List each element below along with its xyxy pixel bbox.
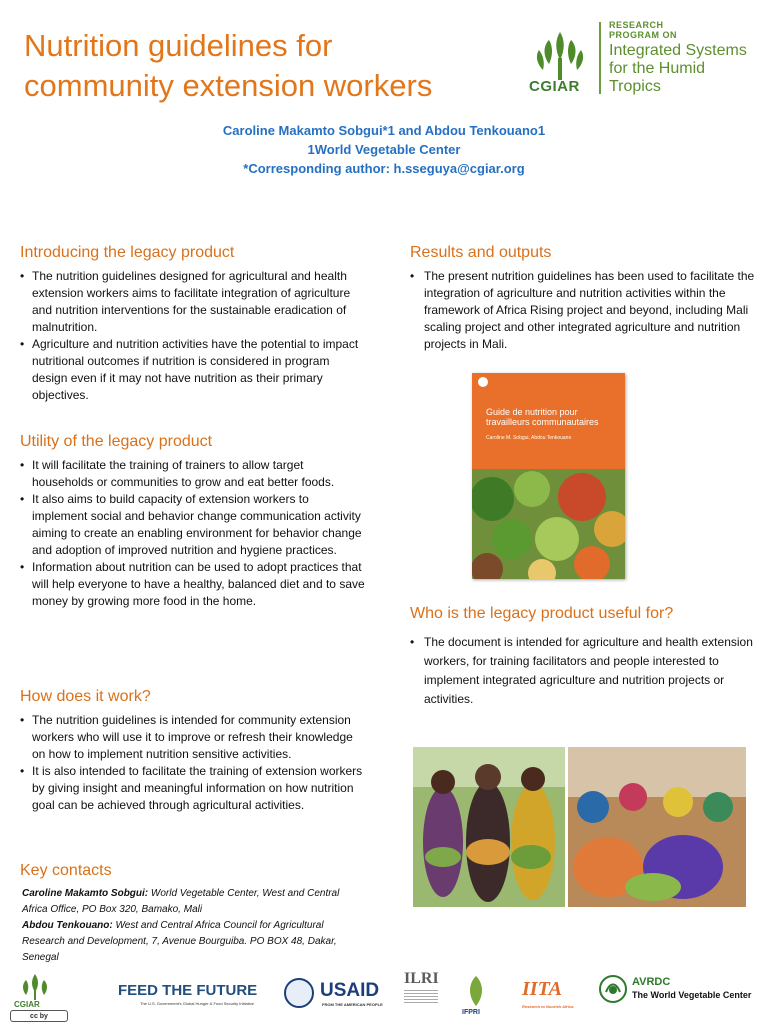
logo-divider [599, 22, 601, 94]
program-label-line: PROGRAM ON [609, 30, 677, 40]
cc-license-icon: cc by [10, 1010, 68, 1022]
bullet-list [410, 268, 755, 353]
field-photos [413, 747, 746, 907]
bullet-item: • The nutrition guidelines is intended for community extension workers who will use it to improve or refresh their knowledge on how to implement nutrition sensitive activities. [20, 712, 365, 763]
authors-block [160, 121, 608, 178]
bullet-item: • The present nutrition guidelines has been used to facilitate the integration of agriculture and nutrition activities within the framework of Africa Rising project and beyond, including Mali scaling project and other integrated agriculture and nutrition projects in Mali. [410, 268, 755, 353]
bullet-item: • It also aims to build capacity of extension workers to implement social and behavior change communication activity aiming to create an enabling environment for behavior change and adoption of improved nutrition and hygiene practices. [20, 491, 365, 559]
corresponding-author: *Corresponding author: h.sseguya@cgiar.org [243, 161, 525, 176]
training-session-photo [568, 747, 746, 907]
ilri-logo: ILRI [404, 970, 439, 987]
usaid-seal-icon [284, 978, 314, 1008]
section-who [410, 605, 755, 709]
book-cover-image [472, 373, 625, 579]
bullet-item: • Agriculture and nutrition activities have the potential to impact nutritional outcomes if nutrition is considered in program design even if it may not have nutrition as their primary objectives. [20, 336, 365, 404]
contact-address: West and Central Africa Council for Agricultural Research and Development, 7, Avenue Bourguiba. PO BOX 48, Dakar, Senegal [22, 920, 337, 963]
avrdc-logo: AVRDC [632, 976, 671, 988]
bullet-item: • The nutrition guidelines designed for agricultural and health extension workers aims to facilitate integration of agriculture and nutrition interventions for the sustainable eradication of malnutrition. [20, 268, 365, 336]
section-results [410, 244, 755, 353]
contact-name: Caroline Makamto Sobgui: [22, 888, 149, 899]
bullet-list [20, 268, 365, 404]
program-name-line: for the Humid [609, 60, 706, 77]
section-heading: Key contacts [20, 862, 112, 879]
cover-authors: Caroline M. Sobgui, Abdou Tenkouano [486, 435, 572, 441]
cover-title: Guide de nutrition pour travailleurs communautaires [486, 407, 599, 427]
ifpri-leaf-icon [466, 976, 486, 1008]
program-label-line: RESEARCH [609, 20, 664, 30]
vegetables-photo [472, 469, 625, 579]
program-name [609, 42, 759, 96]
avrdc-tagline: The World Vegetable Center [632, 990, 752, 1000]
usaid-logo: USAID [320, 980, 380, 1001]
sponsor-logos [0, 968, 768, 1024]
bullet-item: • It is also intended to facilitate the training of extension workers by giving insight and meaningful information on how nutrition goal can be achieved through agricultural activities. [20, 763, 365, 814]
bullet-list [20, 712, 365, 814]
section-heading: Results and outputs [410, 244, 552, 261]
bullet-list [410, 633, 755, 709]
feed-the-future-tagline: The U.S. Government's Global Hunger & Food Security Initiative [140, 1001, 254, 1006]
contact-address: World Vegetable Center, West and Central Africa Office, PO Box 320, Bamako, Mali [22, 888, 340, 915]
section-intro [20, 244, 365, 404]
iita-logo: IITA [522, 978, 563, 1000]
cover-band [472, 373, 625, 469]
cgiar-wordmark: CGIAR [529, 78, 580, 95]
poster-title [24, 26, 504, 106]
bullet-list [20, 457, 365, 610]
women-with-vegetables-photo [413, 747, 565, 907]
section-heading: Introducing the legacy product [20, 244, 235, 261]
title-line-2: community extension workers [24, 68, 433, 103]
section-how [20, 688, 365, 814]
program-name-line: Tropics [609, 78, 661, 95]
cgiar-footer-icon [14, 972, 56, 1002]
section-heading: Who is the legacy product useful for? [410, 605, 674, 622]
ilri-text-lines [404, 990, 438, 1004]
iita-tagline: Research to Nourish Africa [522, 1004, 574, 1009]
ifpri-label: IFPRI [462, 1009, 480, 1016]
cgiar-footer-label: CGIAR [14, 1000, 40, 1009]
bullet-item: • The document is intended for agriculture and health extension workers, for training facilitators and people interested to implement integrated agriculture and nutrition projects or activities. [410, 633, 755, 709]
section-contacts [20, 862, 365, 880]
bullet-item: • It will facilitate the training of trainers to allow target households or communities to grow and eat better foods. [20, 457, 365, 491]
cover-logo-icon [478, 377, 488, 387]
program-label [609, 20, 677, 40]
section-heading: How does it work? [20, 688, 151, 705]
program-logo [527, 20, 757, 98]
bullet-item: • Information about nutrition can be used to adopt practices that will help everyone to have a healthy, balanced diet and to save money by growing more food in the home. [20, 559, 365, 610]
section-utility [20, 433, 365, 610]
title-line-1: Nutrition guidelines for [24, 28, 333, 63]
contact-name: Abdou Tenkouano: [22, 920, 113, 931]
authors-line: Caroline Makamto Sobgui*1 and Abdou Tenkouano1 [222, 123, 546, 138]
contacts-text [22, 886, 362, 966]
program-name-line: Integrated Systems [609, 42, 747, 59]
affiliation: 1World Vegetable Center [307, 142, 461, 157]
feed-the-future-logo: FEED THE FUTURE [118, 982, 258, 999]
usaid-tagline: FROM THE AMERICAN PEOPLE [322, 1002, 383, 1007]
avrdc-globe-icon [598, 974, 628, 1004]
section-heading: Utility of the legacy product [20, 433, 213, 450]
